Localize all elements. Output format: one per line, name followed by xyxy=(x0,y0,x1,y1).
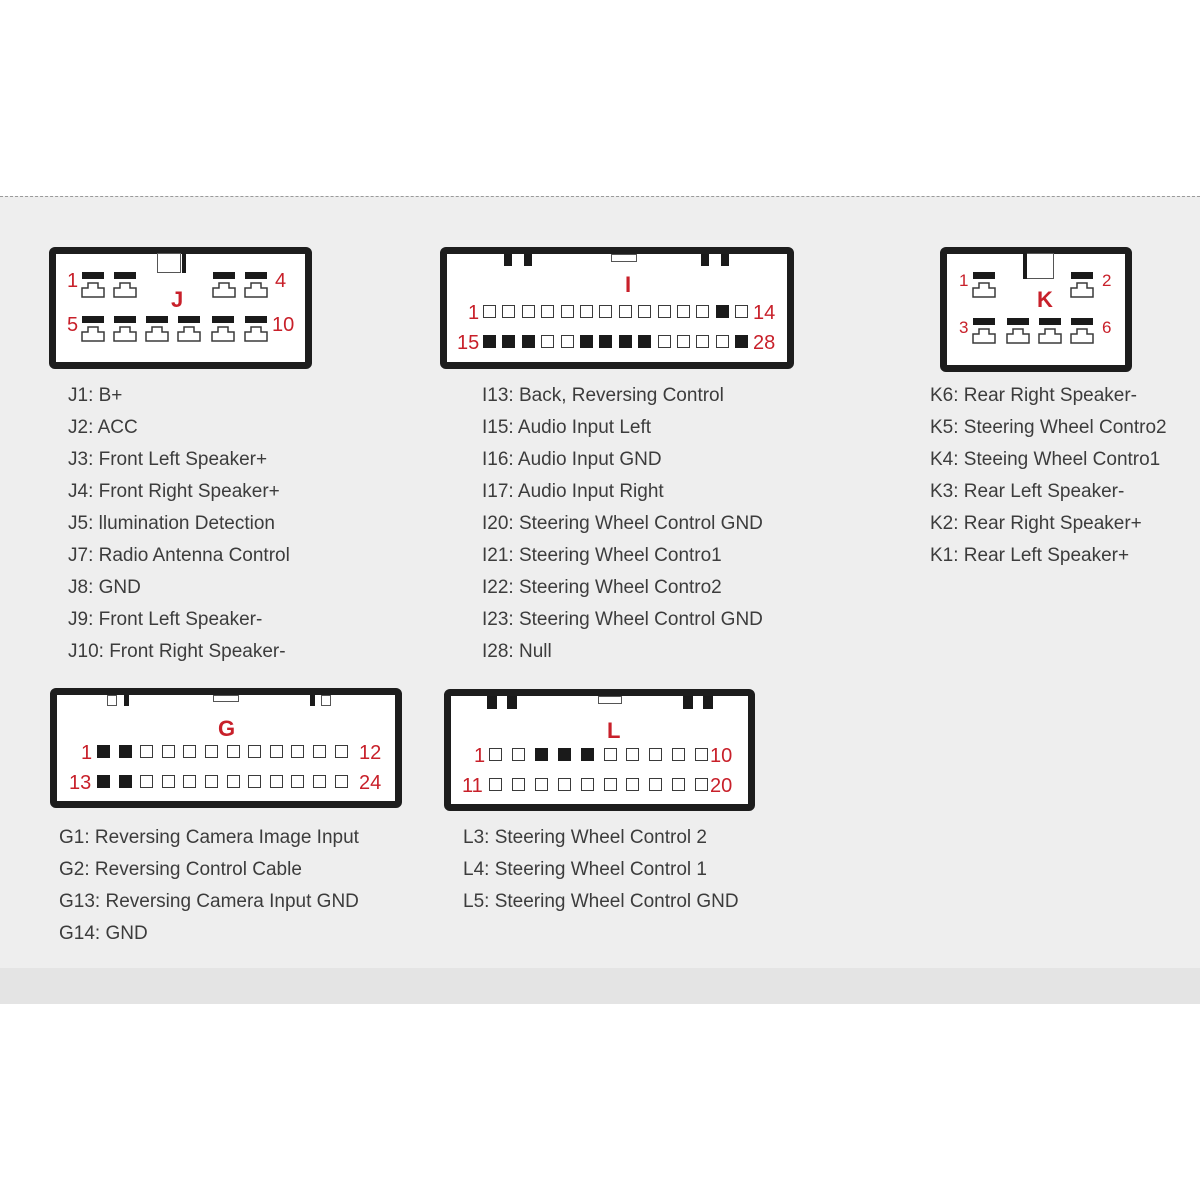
pin-i-top-2 xyxy=(502,305,515,318)
pin-g-top-2 xyxy=(119,745,132,758)
legend-j xyxy=(68,380,290,668)
pin-j-bottom-2-tab xyxy=(113,326,137,342)
pin-g-top-3 xyxy=(140,745,153,758)
pin-l-top-6 xyxy=(604,748,617,761)
connector-l-key-left-2 xyxy=(507,696,517,709)
legend-item: J8: GND xyxy=(68,577,141,598)
pin-j-bottom-4-tab xyxy=(177,326,201,342)
pin-i-top-13 xyxy=(716,305,729,318)
pin-j-bottom-2-blade xyxy=(114,316,136,323)
pin-i-top-11 xyxy=(677,305,690,318)
pin-i-bottom-1 xyxy=(483,335,496,348)
pin-g-bottom-7 xyxy=(227,775,240,788)
pin-k-bottom-4-blade xyxy=(1071,318,1093,325)
pin-i-top-12 xyxy=(696,305,709,318)
connector-j-latch-post xyxy=(182,253,186,273)
legend-item: I28: Null xyxy=(482,641,552,662)
connector-i-key-left-2 xyxy=(524,254,532,266)
pin-i-top-1 xyxy=(483,305,496,318)
connector-i-key-right-2 xyxy=(721,254,729,266)
pin-label-l-11: 11 xyxy=(462,775,483,797)
legend-item: J3: Front Left Speaker+ xyxy=(68,449,268,470)
legend-item: J4: Front Right Speaker+ xyxy=(68,481,280,502)
pin-k-bottom-4-tab xyxy=(1070,328,1094,344)
pin-k-bottom-3-blade xyxy=(1039,318,1061,325)
connector-i-key-left-1 xyxy=(504,254,512,266)
pin-i-bottom-8 xyxy=(619,335,632,348)
pin-g-bottom-4 xyxy=(162,775,175,788)
pin-k-bottom-2-blade xyxy=(1007,318,1029,325)
pin-label-j-5: 5 xyxy=(67,314,79,336)
pin-g-bottom-10 xyxy=(291,775,304,788)
connector-l-letter: L xyxy=(607,718,621,743)
legend-item: K5: Steering Wheel Contro2 xyxy=(930,417,1167,438)
connector-l-key-right-1 xyxy=(683,696,693,709)
pin-g-top-11 xyxy=(313,745,326,758)
pin-label-k-3: 3 xyxy=(959,318,969,337)
legend-item: L5: Steering Wheel Control GND xyxy=(463,891,739,912)
pin-l-bottom-9 xyxy=(672,778,685,791)
pin-j-bottom-6-tab xyxy=(244,326,268,342)
legend-item: G1: Reversing Camera Image Input xyxy=(59,827,359,848)
pin-g-bottom-6 xyxy=(205,775,218,788)
legend-k xyxy=(930,380,1167,572)
pin-label-l-10: 10 xyxy=(710,745,733,767)
legend-item: I15: Audio Input Left xyxy=(482,417,652,438)
legend-item: G2: Reversing Control Cable xyxy=(59,859,302,880)
pin-i-top-5 xyxy=(561,305,574,318)
pin-j-top-3-tab xyxy=(212,282,236,298)
pin-i-bottom-3 xyxy=(522,335,535,348)
connector-k-letter: K xyxy=(1037,287,1053,312)
pin-i-bottom-12 xyxy=(696,335,709,348)
pin-g-bottom-8 xyxy=(248,775,261,788)
pin-l-top-9 xyxy=(672,748,685,761)
legend-item: J9: Front Left Speaker- xyxy=(68,609,263,630)
legend-item: K2: Rear Right Speaker+ xyxy=(930,513,1142,534)
connector-l xyxy=(444,689,755,811)
pin-label-i-28: 28 xyxy=(753,332,776,354)
pin-label-i-1: 1 xyxy=(468,302,480,324)
pin-g-top-6 xyxy=(205,745,218,758)
legend-item: K1: Rear Left Speaker+ xyxy=(930,545,1130,566)
pin-l-bottom-2 xyxy=(512,778,525,791)
pin-l-bottom-4 xyxy=(558,778,571,791)
pin-k-top-2-tab xyxy=(1070,282,1094,298)
legend-l xyxy=(463,822,739,918)
pin-i-bottom-10 xyxy=(658,335,671,348)
legend-item: L4: Steering Wheel Control 1 xyxy=(463,859,707,880)
pin-i-bottom-9 xyxy=(638,335,651,348)
pin-label-k-6: 6 xyxy=(1102,318,1112,337)
pin-i-top-10 xyxy=(658,305,671,318)
pin-j-top-2-tab xyxy=(113,282,137,298)
pin-j-top-4-blade xyxy=(245,272,267,279)
pin-j-bottom-1-tab xyxy=(81,326,105,342)
pin-label-k-1: 1 xyxy=(959,271,969,290)
pin-i-bottom-11 xyxy=(677,335,690,348)
pin-g-bottom-3 xyxy=(140,775,153,788)
pin-l-bottom-6 xyxy=(604,778,617,791)
pin-g-bottom-12 xyxy=(335,775,348,788)
pin-k-top-1-tab xyxy=(972,282,996,298)
pin-i-top-6 xyxy=(580,305,593,318)
connector-g-letter: G xyxy=(218,716,236,741)
pin-j-top-3-blade xyxy=(213,272,235,279)
connector-l-latch xyxy=(598,696,622,704)
connector-g xyxy=(50,688,402,808)
pin-label-g-1: 1 xyxy=(81,742,93,764)
pin-i-bottom-14 xyxy=(735,335,748,348)
connector-g-key-right-1 xyxy=(310,695,315,706)
pin-l-top-4 xyxy=(558,748,571,761)
legend-item: J2: ACC xyxy=(68,417,138,438)
pin-label-g-12: 12 xyxy=(359,742,382,764)
pin-label-k-2: 2 xyxy=(1102,271,1112,290)
legend-item: G13: Reversing Camera Input GND xyxy=(59,891,359,912)
pin-g-top-1 xyxy=(97,745,110,758)
pin-j-bottom-1-blade xyxy=(82,316,104,323)
pin-l-top-10 xyxy=(695,748,708,761)
pin-j-bottom-5-blade xyxy=(212,316,234,323)
pin-l-top-8 xyxy=(649,748,662,761)
legend-i xyxy=(482,380,763,668)
pin-g-top-8 xyxy=(248,745,261,758)
pin-g-top-12 xyxy=(335,745,348,758)
pin-k-top-1-blade xyxy=(973,272,995,279)
pin-i-bottom-13 xyxy=(716,335,729,348)
pin-k-top-2-blade xyxy=(1071,272,1093,279)
pin-j-top-2-blade xyxy=(114,272,136,279)
pin-label-i-14: 14 xyxy=(753,302,776,324)
pin-j-bottom-6-blade xyxy=(245,316,267,323)
pin-j-bottom-3-blade xyxy=(146,316,168,323)
connector-k-latch-post xyxy=(1023,253,1027,279)
legend-item: K6: Rear Right Speaker- xyxy=(930,385,1137,406)
pin-l-top-5 xyxy=(581,748,594,761)
pin-i-top-14 xyxy=(735,305,748,318)
legend-item: J5: llumination Detection xyxy=(68,513,275,534)
pin-label-j-1: 1 xyxy=(67,270,79,292)
legend-item: I21: Steering Wheel Contro1 xyxy=(482,545,722,566)
pin-label-l-20: 20 xyxy=(710,775,733,797)
legend-item: J1: B+ xyxy=(68,385,123,406)
connector-i-letter: I xyxy=(625,272,632,297)
pin-i-top-9 xyxy=(638,305,651,318)
connector-j-letter: J xyxy=(171,287,184,312)
legend-item: I22: Steering Wheel Contro2 xyxy=(482,577,722,598)
pin-g-bottom-9 xyxy=(270,775,283,788)
connector-g-key-left-1 xyxy=(107,695,117,706)
connector-k-latch xyxy=(1026,253,1054,279)
pin-label-i-15: 15 xyxy=(457,332,480,354)
pin-g-top-9 xyxy=(270,745,283,758)
pin-label-l-1: 1 xyxy=(474,745,486,767)
pin-l-bottom-5 xyxy=(581,778,594,791)
connector-g-latch xyxy=(213,695,239,702)
pin-g-top-4 xyxy=(162,745,175,758)
pin-l-top-7 xyxy=(626,748,639,761)
pin-i-bottom-7 xyxy=(599,335,612,348)
connector-l-key-right-2 xyxy=(703,696,713,709)
pin-label-g-13: 13 xyxy=(69,772,92,794)
legend-item: I13: Back, Reversing Control xyxy=(482,385,724,406)
pin-i-top-4 xyxy=(541,305,554,318)
pin-l-bottom-10 xyxy=(695,778,708,791)
pin-label-j-4: 4 xyxy=(275,270,287,292)
pin-i-top-3 xyxy=(522,305,535,318)
legend-item: J10: Front Right Speaker- xyxy=(68,641,286,662)
pin-g-top-10 xyxy=(291,745,304,758)
pin-j-top-1-tab xyxy=(81,282,105,298)
pin-j-bottom-4-blade xyxy=(178,316,200,323)
pin-l-top-1 xyxy=(489,748,502,761)
pin-i-bottom-4 xyxy=(541,335,554,348)
pin-j-top-4-tab xyxy=(244,282,268,298)
pin-j-top-1-blade xyxy=(82,272,104,279)
connector-i-key-right-1 xyxy=(701,254,709,266)
pin-l-bottom-7 xyxy=(626,778,639,791)
connector-i-latch xyxy=(611,254,637,262)
legend-item: L3: Steering Wheel Control 2 xyxy=(463,827,707,848)
pin-k-bottom-1-blade xyxy=(973,318,995,325)
legend-item: K3: Rear Left Speaker- xyxy=(930,481,1125,502)
pin-i-top-7 xyxy=(599,305,612,318)
legend-item: J7: Radio Antenna Control xyxy=(68,545,290,566)
legend-item: I16: Audio Input GND xyxy=(482,449,662,470)
connector-g-key-left-2 xyxy=(124,695,129,706)
legend-item: G14: GND xyxy=(59,923,148,944)
legend-item: I17: Audio Input Right xyxy=(482,481,664,502)
pin-g-top-7 xyxy=(227,745,240,758)
pin-i-bottom-2 xyxy=(502,335,515,348)
pin-k-bottom-3-tab xyxy=(1038,328,1062,344)
pin-j-bottom-3-tab xyxy=(145,326,169,342)
legend-item: I20: Steering Wheel Control GND xyxy=(482,513,763,534)
pin-l-bottom-1 xyxy=(489,778,502,791)
connector-j-latch xyxy=(157,253,181,273)
pin-j-bottom-5-tab xyxy=(211,326,235,342)
pin-k-bottom-1-tab xyxy=(972,328,996,344)
panel-footer-band xyxy=(0,968,1200,1004)
pin-l-top-2 xyxy=(512,748,525,761)
pin-label-g-24: 24 xyxy=(359,772,382,794)
legend-item: I23: Steering Wheel Control GND xyxy=(482,609,763,630)
pin-k-bottom-2-tab xyxy=(1006,328,1030,344)
pin-g-bottom-5 xyxy=(183,775,196,788)
connector-l-key-left-1 xyxy=(487,696,497,709)
pin-i-bottom-6 xyxy=(580,335,593,348)
pin-g-top-5 xyxy=(183,745,196,758)
legend-item: K4: Steeing Wheel Contro1 xyxy=(930,449,1161,470)
pin-l-top-3 xyxy=(535,748,548,761)
connector-j xyxy=(49,247,312,369)
pin-l-bottom-8 xyxy=(649,778,662,791)
legend-g xyxy=(59,822,359,950)
pin-i-bottom-5 xyxy=(561,335,574,348)
connector-g-key-right-2 xyxy=(321,695,331,706)
connector-k xyxy=(940,247,1132,372)
pin-l-bottom-3 xyxy=(535,778,548,791)
pin-label-j-10: 10 xyxy=(272,314,295,336)
pin-i-top-8 xyxy=(619,305,632,318)
pin-g-bottom-1 xyxy=(97,775,110,788)
pin-g-bottom-11 xyxy=(313,775,326,788)
connector-i xyxy=(440,247,794,369)
pin-g-bottom-2 xyxy=(119,775,132,788)
